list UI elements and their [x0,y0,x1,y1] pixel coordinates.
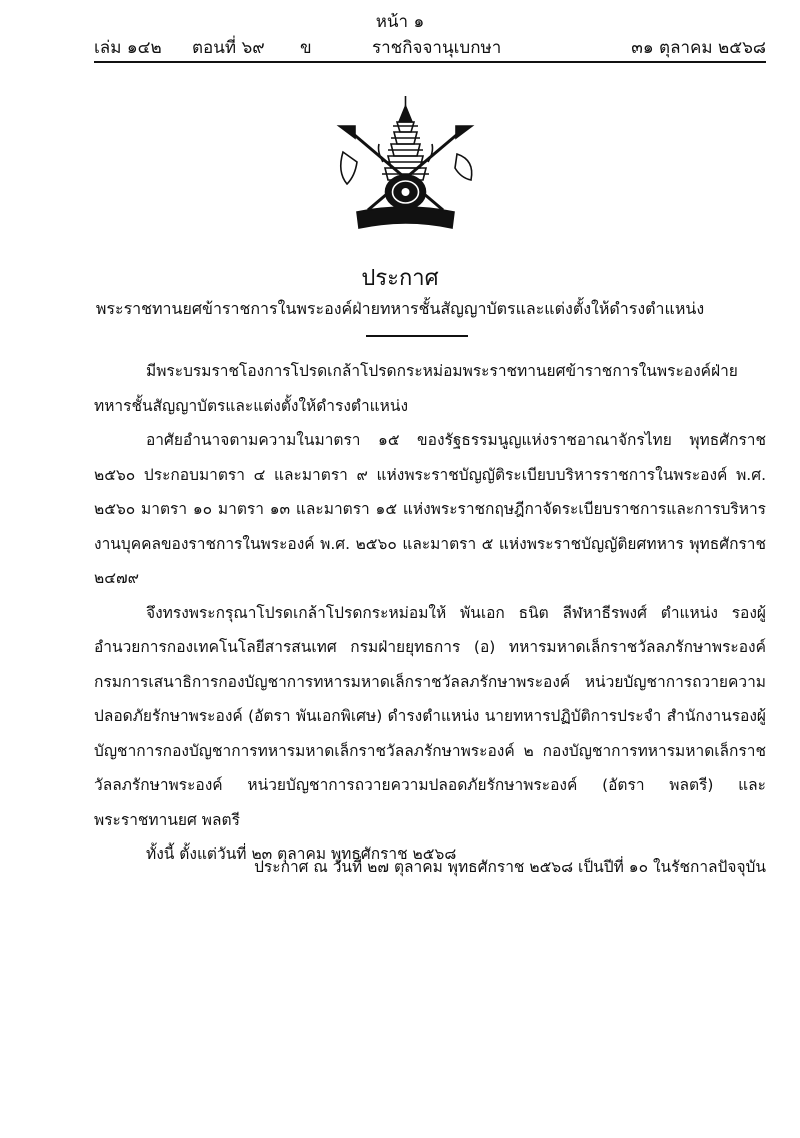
gazette-date: ๓๑ ตุลาคม ๒๕๖๘ [631,38,766,58]
body-paragraph: ทั้งนี้ ตั้งแต่วันที่ ๒๓ ตุลาคม พุทธศักราช ๒๕๖๘ [146,845,457,863]
announcement-title: ประกาศ [361,266,439,291]
body-paragraph: อาศัยอำนาจตามความในมาตรา ๑๕ ของรัฐธรรมนูญแห่งราชอาณาจักรไทย พุทธศักราช ๒๕๖๐ ประกอบมาตรา ๔ และมาตรา ๙ แห่งพระราชบัญญัติระเบียบบริหารราชการในพระองค์ พ.ศ. ๒๕๖๐ มาตรา ๑๐ มาตรา ๑๓ และมาตรา ๑๕ แห่งพระราชกฤษฎีกาจัดระเบียบราชการและการบริหารงานบุคคลของราชการในพระองค์ พ.ศ. ๒๕๖๐ และมาตรา ๕ แห่งพระราชบัญญัติยศทหาร พุทธศักราช ๒๔๗๙ [94,431,766,587]
header-divider [94,61,766,63]
title-divider [366,335,468,337]
royal-emblem-icon [333,92,478,234]
announcement-closing: ประกาศ ณ วันที่ ๒๗ ตุลาคม พุทธศักราช ๒๕๖๘ เป็นปีที่ ๑๐ ในรัชกาลปัจจุบัน [254,858,766,876]
part-label: ข [300,38,312,58]
page-number: หน้า ๑ [375,12,425,32]
announcement-subtitle: พระราชทานยศข้าราชการในพระองค์ฝ่ายทหารชั้นสัญญาบัตรและแต่งตั้งให้ดำรงตำแหน่ง [95,299,705,318]
gazette-header-row [94,34,766,60]
section-label: ตอนที่ ๖๙ [192,38,265,58]
volume-label: เล่ม ๑๔๒ [94,38,162,58]
announcement-body [94,354,766,872]
publication-name: ราชกิจจานุเบกษา [372,38,502,58]
body-paragraph: จึงทรงพระกรุณาโปรดเกล้าโปรดกระหม่อมให้ พันเอก ธนิต ลีฬหาธีรพงศ์ ตำแหน่ง รองผู้อำนวยการกองเทคโนโลยีสารสนเทศ กรมฝ่ายยุทธการ (อ) ทหารมหาดเล็กราชวัลลภรักษาพระองค์ กรมการเสนาธิการกองบัญชาการทหารมหาดเล็กราชวัลลภรักษาพระองค์ หน่วยบัญชาการถวายความปลอดภัยรักษาพระองค์ (อัตรา พันเอกพิเศษ) ดำรงตำแหน่ง นายทหารปฏิบัติการประจำ สำนักงานรองผู้บัญชาการกองบัญชาการทหารมหาดเล็กราชวัลลภรักษาพระองค์ ๒ กองบัญชาการทหารมหาดเล็กราชวัลลภรักษาพระองค์ หน่วยบัญชาการถวายความปลอดภัยรักษาพระองค์ (อัตรา พลตรี) และพระราชทานยศ พลตรี [94,603,766,829]
body-paragraph: มีพระบรมราชโองการโปรดเกล้าโปรดกระหม่อมพระราชทานยศข้าราชการในพระองค์ฝ่ายทหารชั้นสัญญาบัตรและแต่งตั้งให้ดำรงตำแหน่ง [94,362,738,415]
